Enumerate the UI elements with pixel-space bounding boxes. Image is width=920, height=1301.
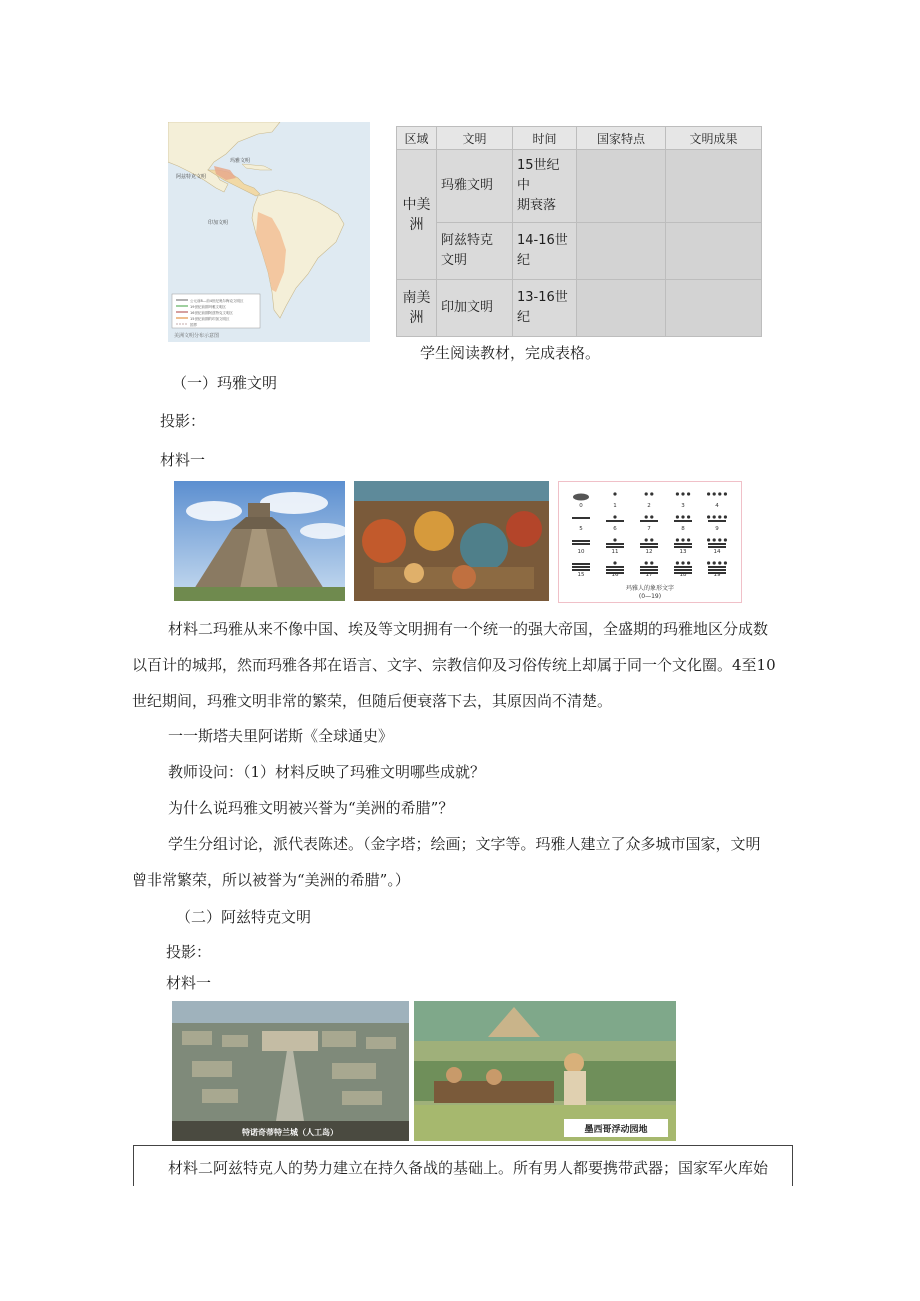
paragraph-line: 材料二玛雅从来不像中国、埃及等文明拥有一个统一的强大帝国，全盛期的玛雅地区分成数: [168, 620, 769, 638]
table-row: [397, 150, 762, 223]
maya-numeral-label: 4: [715, 503, 719, 509]
material-label: 材料一: [166, 974, 212, 992]
time-text: 14-16世: [517, 233, 568, 248]
paragraph-line: 材料二阿兹特克人的势力建立在持久备战的基础上。所有男人都要携带武器；国家军火库始: [168, 1159, 769, 1177]
time-text: 15世纪中: [517, 158, 560, 193]
time-cell: [513, 223, 577, 280]
maya-numeral-label: 2: [647, 503, 651, 509]
material-label: 材料一: [160, 451, 206, 469]
header-region: 区域: [397, 127, 437, 150]
answer-line: 曾非常繁荣，所以被誉为“美洲的希腊”。）: [132, 871, 410, 889]
maya-numeral-label: 12: [645, 549, 653, 555]
source-citation: 一一斯塔夫里阿诺斯《全球通史》: [168, 727, 394, 745]
maya-numeral-label: 9: [715, 526, 719, 532]
floating-garden-image: [414, 1001, 676, 1141]
map-label-aztec: 阿兹特克文明: [176, 174, 207, 180]
maya-numeral-label: 14: [713, 549, 721, 555]
blank-cell: [577, 280, 666, 337]
section-heading-aztec: （二）阿兹特克文明: [176, 908, 312, 926]
map-label-inca: 印加文明: [208, 220, 229, 226]
time-text: 期衰落: [517, 198, 557, 213]
maya-numeral-label: 19: [713, 572, 721, 578]
map-caption: 美洲文明分布示意图: [174, 333, 220, 339]
map-label-maya: 玛雅文明: [230, 158, 251, 164]
region-text: 洲: [409, 216, 424, 233]
maya-numeral-label: 10: [577, 549, 585, 555]
map-legend-0: 公元前8—前4世纪奥尔梅克文明区: [190, 299, 244, 303]
maya-numeral-label: 15: [577, 572, 585, 578]
time-text: 纪: [517, 310, 531, 325]
time-cell: [513, 280, 577, 337]
americas-map: [168, 122, 370, 342]
table-header-row: [397, 127, 762, 150]
maya-numeral-label: 7: [647, 526, 651, 532]
paragraph-line: 以百计的城邦，然而玛雅各邦在语言、文字、宗教信仰及习俗传统上却属于同一个文化圈。4至10: [132, 656, 776, 674]
time-text: 纪: [517, 253, 531, 268]
blank-cell: [577, 150, 666, 223]
time-cell: [513, 150, 577, 223]
maya-numeral-label: 16: [611, 572, 619, 578]
civ-name: 印加文明: [441, 300, 494, 315]
maya-numeral-label: 0: [579, 503, 583, 509]
civilization-table: [396, 126, 762, 337]
header-time: 时间: [513, 127, 577, 150]
blank-cell: [666, 150, 762, 223]
maya-numerals-image: [558, 481, 742, 603]
map-legend-4: 国界: [190, 323, 197, 327]
region-text: 中美: [402, 196, 431, 213]
numerals-range: (0—19): [638, 593, 662, 600]
maya-numeral-label: 3: [681, 503, 685, 509]
table-caption: 学生阅读教材，完成表格。: [420, 344, 601, 362]
civ-name: 阿兹特克: [441, 233, 494, 248]
blank-cell: [666, 280, 762, 337]
maya-numeral-label: 5: [579, 526, 583, 532]
civ-cell: [437, 280, 513, 337]
maya-numeral-label: 8: [681, 526, 685, 532]
blank-cell: [666, 223, 762, 280]
time-text: 13-16世: [517, 290, 568, 305]
civ-cell: [437, 223, 513, 280]
header-civilization: 文明: [437, 127, 513, 150]
region-text: 南美: [402, 290, 431, 306]
region-south-america: [397, 280, 437, 337]
answer-line: 学生分组讨论，派代表陈述。（金字塔；绘画；文字等。玛雅人建立了众多城市国家，文明: [168, 835, 761, 853]
table-row: [397, 280, 762, 337]
region-text: 洲: [409, 310, 424, 326]
blank-cell: [577, 223, 666, 280]
projection-label: 投影：: [160, 412, 206, 430]
question-line: 为什么说玛雅文明被兴誉为“美洲的希腊”？: [168, 799, 454, 817]
question-line: 教师设问：（1）材料反映了玛雅文明哪些成就？: [168, 763, 486, 781]
paragraph-line: 世纪期间，玛雅文明非常的繁荣，但随后便衰落下去，其原因尚不清楚。: [132, 692, 613, 710]
map-legend-2: 16世纪前期阿兹特克文明区: [190, 311, 233, 315]
section-heading-maya: （一）玛雅文明: [172, 374, 278, 392]
region-central-america: [397, 150, 437, 280]
table-row: [397, 223, 762, 280]
header-state-features: 国家特点: [577, 127, 666, 150]
maya-numeral-label: 17: [645, 572, 653, 578]
civ-cell: [437, 150, 513, 223]
image-caption-left: 特诺奇蒂特兰城（人工岛）: [242, 1127, 338, 1137]
maya-numeral-label: 1: [613, 503, 617, 509]
civ-name: 玛雅文明: [441, 178, 494, 193]
header-achievements: 文明成果: [666, 127, 762, 150]
maya-numeral-label: 11: [611, 549, 619, 555]
civ-name: 文明: [441, 253, 468, 268]
image-caption-right: 墨西哥浮动园地: [584, 1125, 648, 1135]
projection-label: 投影：: [166, 943, 212, 961]
map-legend-3: 15世纪前期的印加文明区: [190, 317, 230, 321]
map-legend-1: 19世纪前期玛雅文明区: [190, 305, 226, 309]
mural-image: [354, 481, 549, 601]
pyramid-image: [174, 481, 345, 601]
maya-numeral-label: 13: [679, 549, 687, 555]
tenochtitlan-image: [172, 1001, 409, 1141]
maya-numeral-label: 18: [679, 572, 687, 578]
numerals-caption: 玛雅人的象形文字: [625, 585, 675, 592]
maya-numeral-label: 6: [613, 526, 617, 532]
